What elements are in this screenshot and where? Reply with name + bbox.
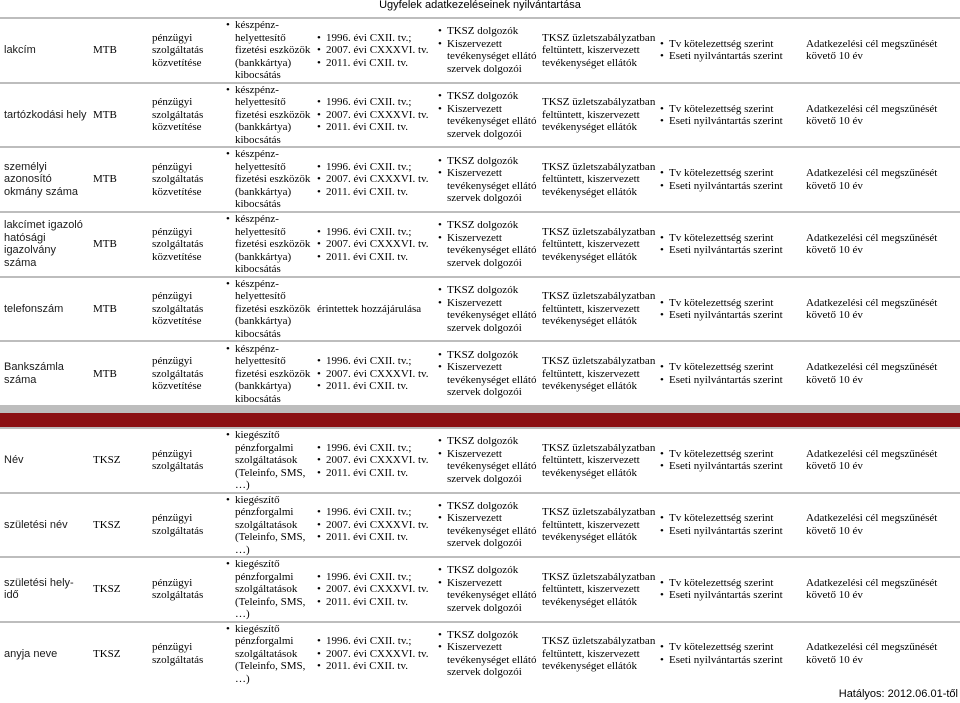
access-cell [434,494,538,557]
legal-basis-cell-list [317,161,434,199]
activity-cell-list [226,213,313,276]
transfer-cell-list [660,361,802,386]
access-cell-list [438,219,538,269]
section-separator [0,413,960,427]
transfer-cell [656,278,802,341]
transfer-cell-list [660,38,802,63]
transfer-cell [656,494,802,557]
activity-cell [222,84,313,147]
validity-footer: Hatályos: 2012.06.01-től [838,688,958,700]
source-cell: MTB [89,148,148,211]
outsourced-cell: TKSZ üzletszabályzatban feltüntett, kiszervezett tevékenységet ellátók [538,623,656,686]
list-item: • Tv kötelezettség szerint [660,297,802,310]
legal-basis-cell [313,623,434,686]
list-item: • 1996. évi CXII. tv.; [317,506,434,519]
list-item: • Tv kötelezettség szerint [660,641,802,654]
list-item: • 2007. évi CXXXVI. tv. [317,173,434,186]
transfer-cell-list [660,297,802,322]
legal-basis-cell-list [317,226,434,264]
access-cell [434,19,538,82]
retention-cell: Adatkezelési cél megszűnését követő 10 év [802,19,960,82]
list-item: • 1996. évi CXII. tv.; [317,32,434,45]
table-row [0,213,960,276]
list-item: • Eseti nyilvántartás szerint [660,525,802,538]
section-b-table [0,427,960,687]
list-item: • Kiszervezett tevékenységet ellátó szervek dolgozói [438,297,538,335]
list-item: • Tv kötelezettség szerint [660,361,802,374]
section-a [0,17,960,413]
activity-cell-list [226,429,313,492]
document-title: Ügyfelek adatkezeléseinek nyilvántartása [379,0,581,11]
access-cell [434,623,538,686]
table-row [0,429,960,492]
list-item: • Tv kötelezettség szerint [660,577,802,590]
access-cell-list [438,349,538,399]
access-cell [434,84,538,147]
activity-cell-list [226,343,313,406]
purpose-cell: pénzügyi szolgáltatás [148,429,222,492]
legal-basis-cell [313,148,434,211]
transfer-cell-list [660,448,802,473]
transfer-cell [656,558,802,621]
list-item: • Kiszervezett tevékenységet ellátó szervek dolgozói [438,641,538,679]
access-cell [434,213,538,276]
transfer-cell [656,84,802,147]
section-b [0,427,960,685]
list-item: • TKSZ dolgozók [438,500,538,513]
purpose-cell: pénzügyi szolgáltatás közvetítése [148,148,222,211]
source-cell: TKSZ [89,494,148,557]
list-item: • Eseti nyilvántartás szerint [660,309,802,322]
transfer-cell [656,429,802,492]
list-item: • TKSZ dolgozók [438,90,538,103]
data-type-cell: Bankszámla száma [0,342,89,405]
source-cell: TKSZ [89,558,148,621]
section-a-rows [0,19,960,405]
source-cell: TKSZ [89,429,148,492]
data-type-cell: Név [0,429,89,492]
source-cell: MTB [89,84,148,147]
data-type-cell: lakcím [0,19,89,82]
list-item: • 2011. évi CXII. tv. [317,121,434,134]
list-item: • TKSZ dolgozók [438,25,538,38]
transfer-cell-list [660,103,802,128]
access-cell-list [438,629,538,679]
data-type-cell: tartózkodási hely [0,84,89,147]
list-item: • 2007. évi CXXXVI. tv. [317,368,434,381]
outsourced-cell: TKSZ üzletszabályzatban feltüntett, kiszervezett tevékenységet ellátók [538,429,656,492]
list-item: • 2011. évi CXII. tv. [317,531,434,544]
legal-basis-cell-list [317,442,434,480]
table-row [0,558,960,621]
table-row [0,623,960,686]
list-item: • 2007. évi CXXXVI. tv. [317,583,434,596]
list-item: • Tv kötelezettség szerint [660,232,802,245]
activity-cell-list [226,278,313,341]
legal-basis-cell [313,213,434,276]
transfer-cell-list [660,577,802,602]
outsourced-cell: TKSZ üzletszabályzatban feltüntett, kiszervezett tevékenységet ellátók [538,342,656,405]
source-cell: MTB [89,278,148,341]
purpose-cell: pénzügyi szolgáltatás [148,623,222,686]
table-row [0,494,960,557]
legal-basis-cell-list [317,571,434,609]
access-cell [434,429,538,492]
activity-cell-list [226,494,313,557]
list-item: • Eseti nyilvántartás szerint [660,589,802,602]
purpose-cell: pénzügyi szolgáltatás [148,494,222,557]
legal-basis-cell-list [317,506,434,544]
list-item: • Kiszervezett tevékenységet ellátó szervek dolgozói [438,167,538,205]
list-item: • Eseti nyilvántartás szerint [660,460,802,473]
list-item: • kiegészítő pénzforgalmi szolgáltatások (Teleinfo, SMS, …) [226,494,313,557]
list-item: • Tv kötelezettség szerint [660,512,802,525]
section-a-table [0,17,960,407]
list-item: • TKSZ dolgozók [438,629,538,642]
list-item: • 1996. évi CXII. tv.; [317,571,434,584]
legal-basis-cell [313,19,434,82]
outsourced-cell: TKSZ üzletszabályzatban feltüntett, kiszervezett tevékenységet ellátók [538,278,656,341]
legal-basis-cell [313,342,434,405]
legal-basis-cell [313,558,434,621]
list-item: • TKSZ dolgozók [438,155,538,168]
outsourced-cell: TKSZ üzletszabályzatban feltüntett, kiszervezett tevékenységet ellátók [538,494,656,557]
table-row [0,19,960,82]
list-item: • TKSZ dolgozók [438,435,538,448]
outsourced-cell: TKSZ üzletszabályzatban feltüntett, kiszervezett tevékenységet ellátók [538,148,656,211]
data-type-cell: születési név [0,494,89,557]
access-cell [434,148,538,211]
list-item: • TKSZ dolgozók [438,349,538,362]
activity-cell-list [226,84,313,147]
purpose-cell: pénzügyi szolgáltatás [148,558,222,621]
access-cell-list [438,500,538,550]
retention-cell: Adatkezelési cél megszűnését követő 10 év [802,148,960,211]
list-item: • Kiszervezett tevékenységet ellátó szervek dolgozói [438,577,538,615]
table-row [0,278,960,341]
list-item: • 2007. évi CXXXVI. tv. [317,454,434,467]
list-item: • 2011. évi CXII. tv. [317,467,434,480]
source-cell: MTB [89,19,148,82]
transfer-cell-list [660,641,802,666]
list-item: • Kiszervezett tevékenységet ellátó szervek dolgozói [438,361,538,399]
list-item: • Kiszervezett tevékenységet ellátó szervek dolgozói [438,512,538,550]
list-item: • Kiszervezett tevékenységet ellátó szervek dolgozói [438,232,538,270]
outsourced-cell: TKSZ üzletszabályzatban feltüntett, kiszervezett tevékenységet ellátók [538,213,656,276]
legal-basis-cell [313,429,434,492]
transfer-cell [656,623,802,686]
activity-cell-list [226,558,313,621]
outsourced-cell: TKSZ üzletszabályzatban feltüntett, kiszervezett tevékenységet ellátók [538,19,656,82]
activity-cell-list [226,623,313,686]
list-item: • Eseti nyilvántartás szerint [660,654,802,667]
outsourced-cell: TKSZ üzletszabályzatban feltüntett, kiszervezett tevékenységet ellátók [538,558,656,621]
activity-cell [222,623,313,686]
purpose-cell: pénzügyi szolgáltatás közvetítése [148,19,222,82]
legal-basis-cell-list [317,32,434,70]
list-item: • 2011. évi CXII. tv. [317,380,434,393]
access-cell [434,558,538,621]
activity-cell [222,342,313,405]
list-item: • Eseti nyilvántartás szerint [660,115,802,128]
access-cell-list [438,25,538,75]
list-item: • készpénz-helyettesítő fizetési eszközök (bankkártya) kibocsátás [226,343,313,406]
source-cell: TKSZ [89,623,148,686]
list-item: • 2011. évi CXII. tv. [317,57,434,70]
transfer-cell-list [660,232,802,257]
retention-cell: Adatkezelési cél megszűnését követő 10 év [802,278,960,341]
list-item: • Kiszervezett tevékenységet ellátó szervek dolgozói [438,448,538,486]
data-type-cell: születési hely- idő [0,558,89,621]
list-item: • 2011. évi CXII. tv. [317,660,434,673]
access-cell [434,342,538,405]
list-item: • 1996. évi CXII. tv.; [317,635,434,648]
list-item: • 2007. évi CXXXVI. tv. [317,44,434,57]
access-cell [434,278,538,341]
activity-cell [222,278,313,341]
retention-cell: Adatkezelési cél megszűnését követő 10 év [802,342,960,405]
legal-basis-cell-list [317,355,434,393]
activity-cell-list [226,148,313,211]
legal-basis-cell-list [317,635,434,673]
list-item: • 2011. évi CXII. tv. [317,251,434,264]
data-type-cell: lakcímet igazoló hatósági igazolvány száma [0,213,89,276]
list-item: • 1996. évi CXII. tv.; [317,226,434,239]
list-item: • 1996. évi CXII. tv.; [317,442,434,455]
list-item: • 1996. évi CXII. tv.; [317,355,434,368]
list-item: • Tv kötelezettség szerint [660,38,802,51]
transfer-cell-list [660,512,802,537]
list-item: • kiegészítő pénzforgalmi szolgáltatások (Teleinfo, SMS, …) [226,623,313,686]
data-type-cell: anyja neve [0,623,89,686]
list-item: • Kiszervezett tevékenységet ellátó szervek dolgozói [438,103,538,141]
access-cell-list [438,435,538,485]
list-item: • készpénz-helyettesítő fizetési eszközök (bankkártya) kibocsátás [226,84,313,147]
retention-cell: Adatkezelési cél megszűnését követő 10 év [802,84,960,147]
access-cell-list [438,564,538,614]
purpose-cell: pénzügyi szolgáltatás közvetítése [148,213,222,276]
activity-cell [222,148,313,211]
list-item: • TKSZ dolgozók [438,284,538,297]
activity-cell [222,558,313,621]
table-row [0,84,960,147]
data-type-cell: személyi azonosító okmány száma [0,148,89,211]
transfer-cell [656,342,802,405]
list-item: • 1996. évi CXII. tv.; [317,161,434,174]
list-item: • Eseti nyilvántartás szerint [660,50,802,63]
data-type-cell: telefonszám [0,278,89,341]
list-item: • készpénz-helyettesítő fizetési eszközök (bankkártya) kibocsátás [226,148,313,211]
activity-cell [222,429,313,492]
list-item: • kiegészítő pénzforgalmi szolgáltatások (Teleinfo, SMS, …) [226,429,313,492]
table-row [0,342,960,405]
retention-cell: Adatkezelési cél megszűnését követő 10 év [802,623,960,686]
transfer-cell [656,19,802,82]
source-cell: MTB [89,213,148,276]
list-item: • 2007. évi CXXXVI. tv. [317,648,434,661]
outsourced-cell: TKSZ üzletszabályzatban feltüntett, kiszervezett tevékenységet ellátók [538,84,656,147]
list-item: • 2011. évi CXII. tv. [317,596,434,609]
retention-cell: Adatkezelési cél megszűnését követő 10 év [802,494,960,557]
activity-cell [222,494,313,557]
transfer-cell-list [660,167,802,192]
section-b-rows [0,429,960,685]
list-item: • Kiszervezett tevékenységet ellátó szervek dolgozói [438,38,538,76]
list-item: • 1996. évi CXII. tv.; [317,96,434,109]
legal-basis-cell [313,494,434,557]
list-item: • 2007. évi CXXXVI. tv. [317,238,434,251]
list-item: • Tv kötelezettség szerint [660,167,802,180]
table-row [0,148,960,211]
legal-basis-cell: érintettek hozzájárulása [313,278,434,341]
list-item: • Tv kötelezettség szerint [660,448,802,461]
list-item: • 2011. évi CXII. tv. [317,186,434,199]
activity-cell [222,19,313,82]
transfer-cell [656,213,802,276]
list-item: • Eseti nyilvántartás szerint [660,180,802,193]
access-cell-list [438,90,538,140]
list-item: • TKSZ dolgozók [438,564,538,577]
list-item: • 2007. évi CXXXVI. tv. [317,519,434,532]
list-item: • TKSZ dolgozók [438,219,538,232]
list-item: • készpénz-helyettesítő fizetési eszközök (bankkártya) kibocsátás [226,19,313,82]
list-item: • készpénz-helyettesítő fizetési eszközök (bankkártya) kibocsátás [226,213,313,276]
legal-basis-cell [313,84,434,147]
access-cell-list [438,284,538,334]
list-item: • kiegészítő pénzforgalmi szolgáltatások (Teleinfo, SMS, …) [226,558,313,621]
retention-cell: Adatkezelési cél megszűnését követő 10 év [802,213,960,276]
transfer-cell [656,148,802,211]
purpose-cell: pénzügyi szolgáltatás közvetítése [148,342,222,405]
purpose-cell: pénzügyi szolgáltatás közvetítése [148,84,222,147]
list-item: • Tv kötelezettség szerint [660,103,802,116]
retention-cell: Adatkezelési cél megszűnését követő 10 év [802,429,960,492]
access-cell-list [438,155,538,205]
list-item: • készpénz-helyettesítő fizetési eszközök (bankkártya) kibocsátás [226,278,313,341]
list-item: • Eseti nyilvántartás szerint [660,374,802,387]
source-cell: MTB [89,342,148,405]
activity-cell-list [226,19,313,82]
legal-basis-cell-list [317,96,434,134]
list-item: • Eseti nyilvántartás szerint [660,244,802,257]
list-item: • 2007. évi CXXXVI. tv. [317,109,434,122]
purpose-cell: pénzügyi szolgáltatás közvetítése [148,278,222,341]
activity-cell [222,213,313,276]
retention-cell: Adatkezelési cél megszűnését követő 10 év [802,558,960,621]
